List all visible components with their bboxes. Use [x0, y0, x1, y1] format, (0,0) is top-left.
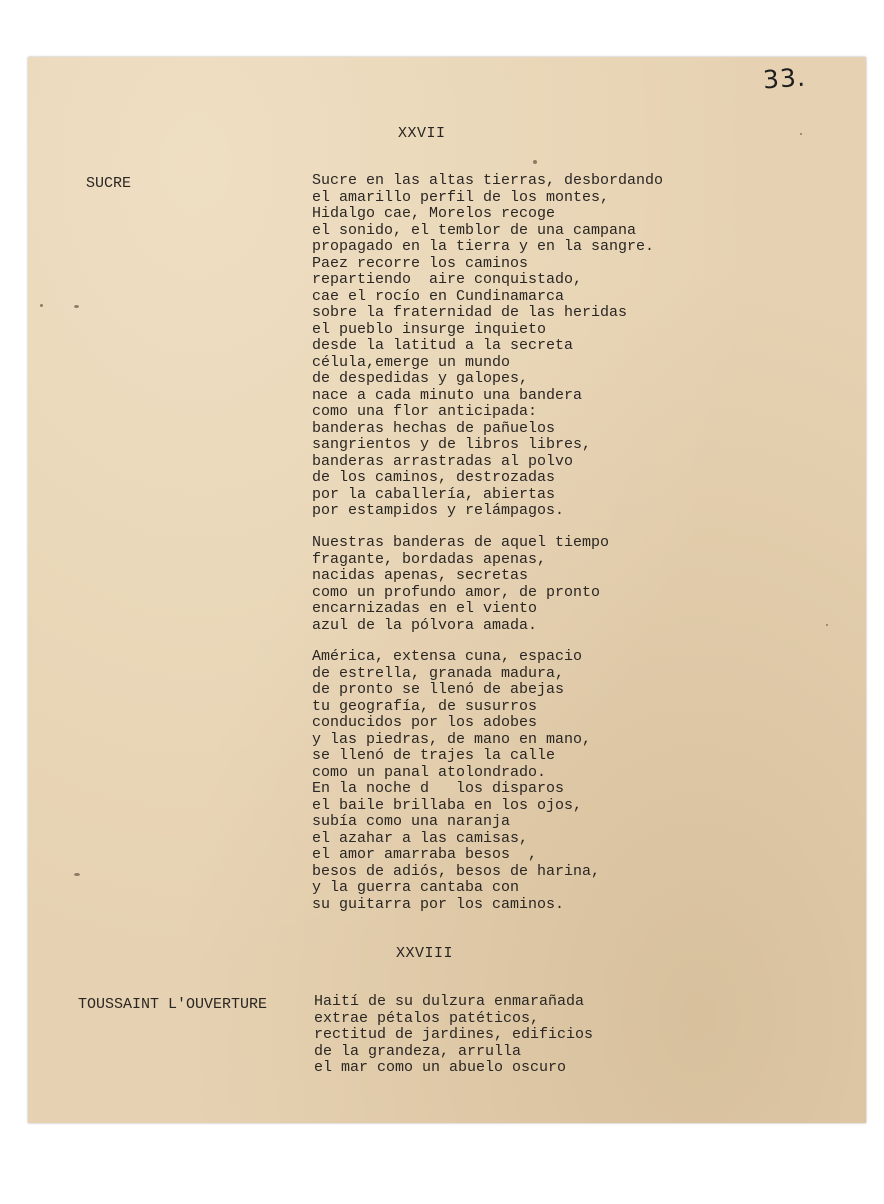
poem-line: encarnizadas en el viento: [312, 600, 538, 617]
poem-line: el amarillo perfil de los montes,: [312, 188, 610, 206]
poem-line: de despedidas y galopes,: [312, 370, 529, 387]
poem-line: Nuestras banderas de aquel tiempo: [312, 534, 610, 551]
poem-line: cae el rocío en Cundinamarca: [312, 287, 565, 305]
poem-line: En la noche d los disparos: [312, 780, 565, 797]
poem-line: rectitud de jardines, edificios: [314, 1026, 594, 1043]
poem-line: nace a cada minuto una bandera: [312, 386, 583, 404]
poem-line: Haití de su dulzura enmarañada: [314, 993, 585, 1010]
poem-line: de pronto se llenó de abejas: [312, 681, 565, 698]
section-numeral-xxviii: XXVIII: [396, 945, 454, 962]
section-numeral-xxvii: XXVII: [398, 125, 446, 142]
poem-line: el pueblo insurge inquieto: [312, 320, 547, 338]
poem-line: de los caminos, destrozadas: [312, 469, 556, 486]
paper-speck: [800, 133, 802, 135]
poem-line: célula,emerge un mundo: [312, 353, 511, 371]
poem-line: tu geografía, de susurros: [312, 697, 538, 715]
poem-line: el mar como un abuelo oscuro: [314, 1059, 567, 1076]
poem-line: se llenó de trajes la calle: [312, 747, 556, 764]
paper-speck: [826, 624, 828, 626]
poem-line: el baile brillaba en los ojos,: [312, 796, 583, 814]
poem-line: Hidalgo cae, Morelos recoge: [312, 205, 556, 222]
poem-line: desde la latitud a la secreta: [312, 337, 574, 354]
stanza-3: [312, 649, 600, 913]
poem-line: fragante, bordadas apenas,: [312, 550, 547, 568]
poem-line: de estrella, granada madura,: [312, 664, 565, 682]
poem-line: como un profundo amor, de pronto: [312, 583, 601, 601]
poem-line: besos de adiós, besos de harina,: [312, 862, 601, 880]
margin-title-sucre: SUCRE: [86, 175, 132, 192]
poem-line: América, extensa cuna, espacio: [312, 648, 583, 665]
poem-line: el sonido, el temblor de una campana: [312, 221, 637, 239]
poem-line: su guitarra por los caminos.: [312, 895, 565, 913]
poem-line: Paez recorre los caminos: [312, 254, 529, 272]
poem-line: por estampidos y relámpagos.: [312, 502, 565, 519]
poem-line: nacidas apenas, secretas: [312, 567, 529, 584]
poem-line: banderas hechas de pañuelos: [312, 419, 556, 437]
poem-line: Sucre en las altas tierras, desbordando: [312, 172, 664, 189]
stanza-1: [312, 173, 663, 520]
poem-line: propagado en la tierra y en la sangre.: [312, 238, 655, 255]
poem-line: banderas arrastradas al polvo: [312, 452, 574, 470]
poem-line: como una flor anticipada:: [312, 403, 538, 420]
poem-line: subía como una naranja: [312, 813, 511, 830]
poem-line: sangrientos y de libros libres,: [312, 436, 592, 453]
paper-speck: [533, 160, 537, 164]
poem-line: como un panal atolondrado.: [312, 763, 547, 781]
page-number: 33.: [762, 62, 807, 95]
poem-line: y las piedras, de mano en mano,: [312, 730, 592, 748]
poem-line: por la caballería, abiertas: [312, 485, 556, 503]
stanza-4: [314, 994, 593, 1077]
poem-line: sobre la fraternidad de las heridas: [312, 304, 628, 321]
poem-line: de la grandeza, arrulla: [314, 1042, 522, 1060]
paper-speck: [74, 873, 80, 876]
paper-speck: [40, 304, 43, 307]
stanza-2: [312, 535, 609, 634]
poem-line: extrae pétalos patéticos,: [314, 1009, 540, 1027]
poem-line: el amor amarraba besos ,: [312, 846, 538, 863]
poem-line: el azahar a las camisas,: [312, 829, 529, 847]
poem-line: azul de la pólvora amada.: [312, 616, 538, 634]
poem-line: y la guerra cantaba con: [312, 879, 520, 896]
margin-title-toussaint: TOUSSAINT L'OUVERTURE: [78, 996, 268, 1013]
poem-line: repartiendo aire conquistado,: [312, 271, 583, 288]
paper-speck: [74, 305, 79, 308]
poem-line: conducidos por los adobes: [312, 714, 538, 731]
